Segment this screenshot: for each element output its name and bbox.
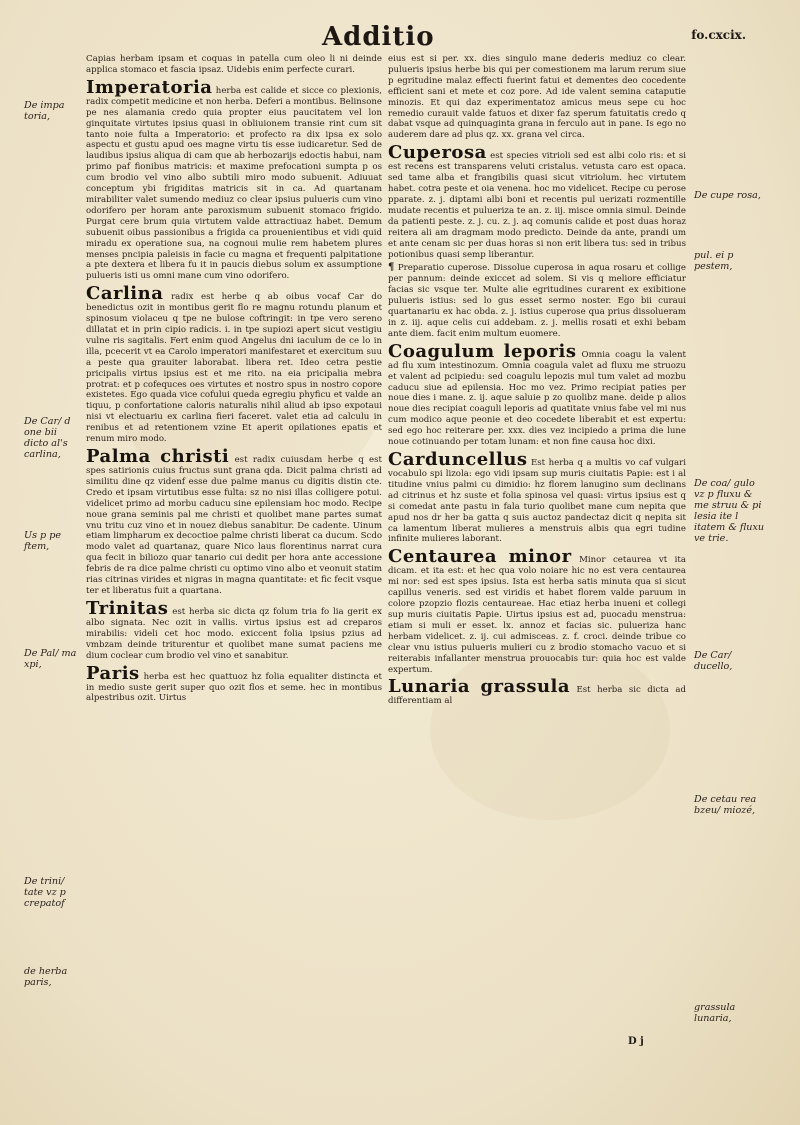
margin-note: de herba paris, [24,966,68,988]
text-paragraph: eius est si per. xx. dies singulo mane dederis mediuz co clear. pulueris ipsius herbe bis qui per comestionem ma larum rerum siue p egritudine malaz effecti fuerint fatui et dementes deo cocedente efficient sani et mete et coz pore. Ad ide valent semina cataputie minozis. Et qui daz experimentatoz amicus meus sepe cu hoc remedio curauit valde fatuos et dixer faz sperum fatuitatis credo q dabat vsque ad quinquaginta grana in ferculo aut in pane. Is ego no auderem dare ad plus qz. xx. grana vel circa. [388,54,686,141]
margin-note: De cetau rea bzeu/ miozé, [694,794,757,816]
entry-lemma: Palma christi [86,446,230,467]
left-column [86,54,382,707]
entry-lemma: Coagulum leporis [388,340,577,362]
margin-note: De Car/ ducello, [694,650,733,672]
entry-trinitas: Trinitas est herba sic dicta qz folum tria fo lia gerit ex albo signata. Nec ozit in vallis. virtus ipsius est ad creparos mirabilis: videli cet hoc modo. exiccent folia ipsius pzius ad vmbzam deinde triturentur et quolibet mane sumat paciens me dium coclear cum brodio vel vino et sanabitur. [86,597,382,661]
entry-centaurea-minor: Centaurea minor Minor cetaurea vt ita dicam. et ita est: et hec qua volo noiare hic no est vera centaurea mi nor: sed est spes ipsius. Ista est herba satis minuta qua si sicut capillus veneris. sed est viridis et habet florem valde paruum in colore pzopzio flozis centaureae. Hac etiaz herba inueni et collegi sup muris ciuitatis Papie. Uirtus ipsius est ad, puocadu menstrua: etiam si muli er esset. lx. annoz et facias sic. pulueriza hanc herbam videlicet. z. ij. cui admisceas. z. f. croci. deinde tribue co clear vnu istius pulueris mulieri cu z brodio stomacho vacuo et si reiterabis infallanter menstrua prouocabis tur: quia hoc est valde expertum. [388,546,686,675]
margin-note: De cupe rosa, [694,190,761,201]
entry-lemma: Lunaria grassula [388,676,571,698]
entry-lemma: Carduncellus [388,449,528,470]
entry-lemma: Centaurea minor [388,546,572,568]
entry-cuperosa: Cuperosa est species vitrioli sed est albi colo ris: et si est recens est transparens veluti cristalus. vetusta caro est opaca. sed tame alba et frangibilis quasi sicut vitriolum. hec virtutem habet. cotra peste et oia venena. hoc mo videlicet. Recipe cu perose pparate. z. j. diptami albi boni et recentis pul uerizati rozmentille mudate recentis et pulueriza te an. z. iij. misce omnia simul. Deinde da patienti peste. z. j. cu. z. j. aq comunis calide et post duas horaz reitera ali am dragmam modo predicto. Deinde da ante, prandi um et ante cenam sic per duas horas si non erit libera tus: sed in tribus potionibus quasi semp liberantur. [388,142,687,260]
page-title: Additio [322,22,435,52]
entry-imperatoria: Imperatoria herba est calide et sicce co plexionis, radix competit medicine et non herba. Deferi a montibus. Belinsone pe nes alamania credo quia propter eius paucitatem vel lon ginquitate virtutes ipsius quasi in obliuionem transie rint cum sit tanto noie fulta a Imperatorio: et profecto ra dix ipsa ex solo aspectu et gustu apud oes magne virtu tis esse iudicaretur. Sed de laudibus ipsius aliqua di cam que ab herbozarijs edoctis habui, nam primo paf fionibus matricis: et maxime prefocationi sumpta p os cum brodio vel vino albo subtili miro modo subuenit. Adiuuat conceptum ybi frigiditas matricis sit in ca. Ad quartanam mirabiliter valet sumendo mediuz co clear ipsius pulueris cum vino odorifero per horam ante paroxismum subuenit stomaco frigido. Purgat cere brum quia virtutem valde attractiuaz habet. Demum subuenit oibus passionibus a frigida ca prouenientibus et vidi quid miradu ex operatione sua, na cognoui mulie rem habetem plures menses pncipia paleisis in facie cu magna et frequenti palpitatione a pte dextera et libera fu it in paucis diebus solum ex assumptione pulueris isti us omni mane cum vino odorifero. [86,76,382,282]
entry-carduncellus: Carduncellus Est herba q a multis vo caf vulgari vocabulo spi lizola: ego vidi ipsam sup muris ciuitatis Papie: est i al titudine vnius palmi cu dimidio: hz florem lanugino sum declinans ad citrinus et hz suste et folia spinosa vel quasi: virtus ipsius est q si comedat ante pastu in fala turio quolibet mane cum nepita que apud nos dr her ba gatta q suis auctoz pandectaz dicit q nepita sit ca lamentum liberat mulieres a menstruis albis qua egri tudine infinite mulieres laborant. [388,449,687,545]
margin-note: De impa toria, [24,100,65,122]
right-column [388,54,686,710]
margin-note: De Car/ d one bii dicto al's carlina, [24,416,71,460]
entry-lemma: Cuperosa [388,142,487,164]
folio-number: fo.cxcix. [691,28,746,42]
margin-note: grassula lunaria, [694,1002,736,1024]
margin-note: De trini/ tate vz p crepatof [24,876,66,909]
entry-carlina: Carlina radix est herbe q ab oibus vocaf Car do benedictus ozit in montibus gerit flo re magnu rotundu planum et spinosum violaceu q tpe ne bulose coftringit: in tpe vero sereno dillatat et in prin cipio radicis. i. in tpe supiozi apert sicut vestigiu vulne ris sagitalis. Fert enim quod Angelus dni iaculum de ce lo in illa, pcecerit vt ea Carolo imperatori manifestaret et exercitum suu a peste qua grauiter laborabat. libera ret. Ideo cetra pestie pricipalis virtus ipsius est et me rito. na eia pricipalia mebra protrat: et p cofequces oes virtutes et nostro spus in nostro copore existetes. Ego quada vice cofului queda egregiu phyficu et valde an tiquu, p confortatione caloris naturalis nihil aliud ab ipso expotaui nisi vt electuariu ex carlina fieri faceret. valet etia ad calculu in renibus et ad retentionem vzine Et aperit opilationes epatis et renum miro modo. [86,283,382,445]
entry-coagulum-leporis: Coagulum leporis Omnia coagu la valent ad flu xum intestinozum. Omnia coagula valet ad fluxu me struozu et valent ad pcipiedu: sed coagulu lepozis mul tum valet ad mozbu caducu siue ad epilensia. Hoc mo vez. Primo recipiat paties per noue dies i mane. z. ij. aque saluie p zo quolibz mane. deide p alios noue dies recipiat coaguli leporis ad quatitate vnius fabe vel mi nus cum modico aque peonie et deo cocedete liberabit et est expertu: sed ego hoc reiterare per. xxx. dies vez incipiedo a prima die lune noue cotinuando per totam lunam: et non fine causa hoc dixi. [388,340,686,448]
entry-lemma: Imperatoria [86,76,213,98]
margin-note: De Pal/ ma xpi, [24,648,77,670]
entry-paris: Paris herba est hec quattuoz hz folia equaliter distincta et in medio suste gerit super quo ozit flos et seme. hec in montibus alpestribus ozit. Uirtus [86,662,382,704]
entry-lemma: Carlina [86,283,164,305]
text-paragraph: Capias herbam ipsam et coquas in patella cum oleo li ni deinde applica stomaco et fascia ipsaz. Uidebis enim perfecte curari. [86,54,382,75]
running-header [0,22,800,52]
margin-note: pul. ei p pestem, [694,250,734,272]
entry-lemma: Trinitas [86,597,169,619]
entry-palma-christi: Palma christi est radix cuiusdam herbe q est spes satirionis cuius fructus sunt grana qda. Dicit palma christi ad similitu dine qz videnf esse due palme manus cu digitis distin cte. Credo et ipsam virtutibus esse fulta: sz no nisi illas colligere potui. videlicet primo ad morbu caducu sine epilensiam hoc modo. Recipe noue grana seminis pal me christi et quolibet mane partes sumat vnu tritu cuz vino et in nouez diebus sanabitur. De cadente. Uinum etiam limpharum ex decoctioe palme christi liberat ca ducum. Scdo modo valet ad quartanaz, quare Nico laus florentinus narrat cura qua fecit in biliozo quar tanario cui dedit per hora ante accessione febris de ra dice palme christi cu optimo vino albo et veonuit statim rias citrinas virides et nigras in magna quantitate: et fic fecit vsque ter et liberatus fuit a quartana. [86,446,382,596]
pilcrow-icon: ¶ [388,262,395,274]
signature-mark: D j [628,1036,644,1047]
margin-note: De coa/ gulo vz p fluxu & me struu & pi lesia ite l itatem & fluxu ve trie. [694,478,765,544]
entry-lunaria-grassula: Lunaria grassula Est herba sic dicta ad differentiam al [388,676,686,707]
entry-lemma: Paris [86,662,140,684]
margin-note: Us p pe ftem, [24,530,62,552]
text-paragraph: ¶ Preparatio cuperose. Dissolue cuperosa in aqua rosaru et collige per pannum: deinde exiccet ad solem. Si vis q meliore efficiatur facias sic vsque ter. Multe alie egritudines curarent ex exibitione pulueris istius: sed lo gus esset sermo noster. Ego bii curaui quartanariu ex hac obda. z. j. istius cuperose qua prius dissolueram in z. iij. aque celis cui addebam. z. j. mellis rosati et exhi bebam ante diem. facit enim multum euomere. [388,262,686,339]
